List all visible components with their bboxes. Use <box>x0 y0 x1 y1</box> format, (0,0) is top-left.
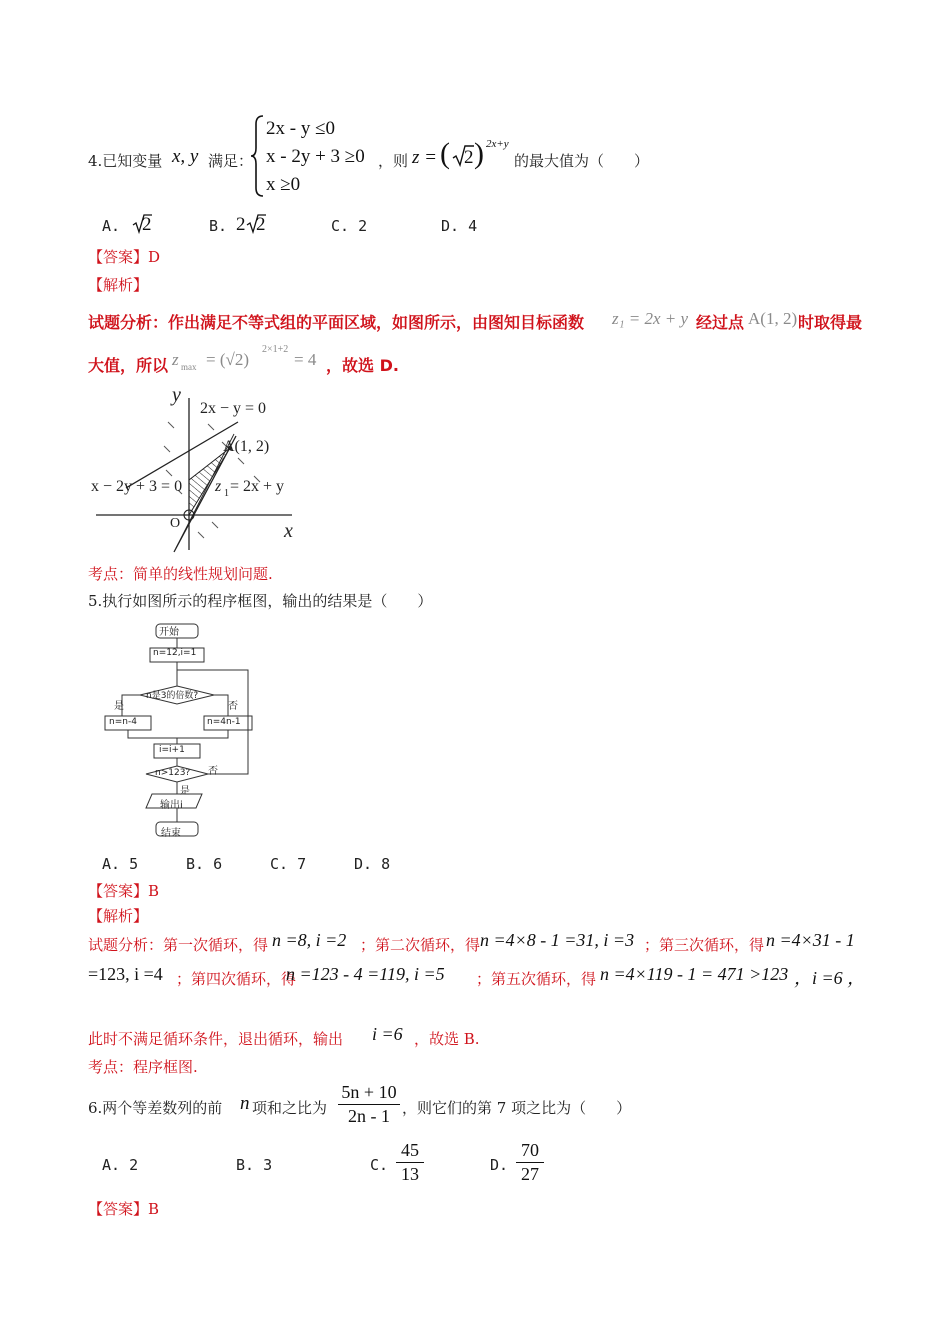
q4-paren-left: ( <box>440 137 450 170</box>
q5-analysis-m7: ，i =6 ， <box>794 968 866 988</box>
q4-analysis-line1: 试题分析：作出满足不等式组的平面区域，如图所示，由图知目标函数 <box>88 313 585 332</box>
q5-option-a: A. 5 <box>102 855 139 873</box>
q6-option-a: A. 2 <box>102 1156 139 1174</box>
q6-option-d-denominator: 27 <box>521 1164 539 1184</box>
q4-graph-line3-suffix: = 2x + y <box>230 478 285 495</box>
q6-stem-prefix: 6.两个等差数列的前 <box>88 1099 223 1117</box>
q4-analysis-mid: 经过点 <box>696 313 745 332</box>
q4-graph-point-label: A(1, 2) <box>223 438 270 455</box>
q4-analysis-exp: 2×1+2 <box>262 344 289 355</box>
q4-option-b-label: B. <box>209 217 228 235</box>
q5-analysis-m1: n =8, i =2 <box>272 930 347 950</box>
flow-end-label: 结束 <box>161 828 181 839</box>
q4-analysis-z1: z₁ = 2x + y <box>612 309 689 328</box>
q5-analysis-m2: n =4×8 - 1 =31, i =3 <box>480 930 635 950</box>
q4-paren-right: ) <box>474 137 484 170</box>
q5-analysis-m6: n =4×119 - 1 = 471 >123 <box>600 964 789 984</box>
q5-analysis-line2a: ；第四次循环，得 <box>176 970 297 988</box>
q6-option-d-fraction <box>516 1140 544 1185</box>
q5-analysis-line3b: ，故选 B. <box>414 1030 480 1048</box>
flow-inc-label: i=i+1 <box>159 745 185 755</box>
q5-analysis-m4: =123, i =4 <box>88 964 163 984</box>
q6-option-d-numerator: 70 <box>516 1140 544 1163</box>
q6-stem-suffix: ，则它们的第 7 项之比为（ ） <box>402 1099 632 1117</box>
flow-init-label: n=12,i=1 <box>153 648 197 658</box>
q6-option-c-denominator: 13 <box>401 1164 419 1184</box>
flow-no2-label: 否 <box>208 766 218 777</box>
q4-then: ，则 <box>378 152 409 170</box>
flow-yes2-label: 是 <box>180 786 190 797</box>
q4-graph-x-label: x <box>284 520 293 542</box>
q4-graph-line1-label: 2x − y = 0 <box>200 400 267 417</box>
flow-left-label: n=n-4 <box>109 717 137 727</box>
q6-stem-mid: 项和之比为 <box>252 1099 328 1117</box>
flow-cond1-label: n是3的倍数? <box>146 691 199 701</box>
q4-option-a-value: 2 <box>142 214 152 235</box>
q5-analysis-m5: n =123 - 4 =119, i =5 <box>286 964 445 984</box>
q6-option-b: B. 3 <box>236 1156 273 1174</box>
flow-start-label: 开始 <box>159 627 179 638</box>
q5-analysis-title: 【解析】 <box>88 907 149 925</box>
q4-graph-origin: O <box>170 516 181 531</box>
q5-analysis-line3a: 此时不满足循环条件，退出循环，输出 <box>88 1030 344 1048</box>
q4-analysis-eq: = (√2) <box>206 350 249 369</box>
q4-graph-line2-label: x − 2y + 3 = 0 <box>91 478 183 495</box>
q4-analysis-title: 【解析】 <box>88 276 149 294</box>
q4-exponent: 2x+y <box>486 138 509 150</box>
q4-analysis-zmax: z <box>172 350 179 369</box>
q4-analysis-eq2: = 4 <box>294 350 317 369</box>
q4-option-a-label: A. <box>102 217 121 235</box>
q6-n: n <box>240 1093 250 1114</box>
q4-stem-suffix: 的最大值为（ ） <box>514 152 650 170</box>
q4-graph-y-label: y <box>172 384 181 406</box>
q4-sqrt-value: 2 <box>464 147 474 168</box>
flow-right-label: n=4n-1 <box>207 717 241 727</box>
q4-inequality-3: x ≥0 <box>266 174 301 195</box>
q5-option-b: B. 6 <box>186 855 223 873</box>
flow-yes1-label: 是 <box>114 701 124 712</box>
q4-inequality-1: 2x - y ≤0 <box>266 118 336 139</box>
q4-analysis-zmax-sub: max <box>181 362 197 372</box>
q4-z-expr: z = <box>412 147 437 168</box>
q5-analysis-m8: i =6 <box>372 1024 403 1044</box>
q4-option-b-value: 2 <box>256 214 266 235</box>
q5-analysis-line1b: ；第二次循环，得 <box>360 936 481 954</box>
flow-no1-label: 否 <box>228 701 238 712</box>
q6-fraction-denominator: 2n - 1 <box>348 1106 390 1126</box>
q4-kaodian: 考点：简单的线性规划问题. <box>88 565 273 583</box>
q5-analysis-line2b: ；第五次循环，得 <box>476 970 597 988</box>
q4-graph-line3-sub: 1 <box>224 488 229 499</box>
q4-option-c: C. 2 <box>331 217 368 235</box>
q6-fraction-numerator: 5n + 10 <box>338 1082 400 1105</box>
q4-system-brace <box>250 114 266 198</box>
q4-analysis-point: A(1, 2) <box>748 309 798 328</box>
q6-option-c-label: C. <box>370 1156 389 1174</box>
q5-analysis-line1a: 试题分析：第一次循环，得 <box>88 936 269 954</box>
q4-analysis-end: 时取得最 <box>798 313 863 332</box>
q4-graph-line3-prefix: z <box>215 478 222 495</box>
flow-cond2-label: n>123? <box>155 768 191 778</box>
q4-vars: x, y <box>172 146 199 167</box>
q4-stem-mid: 满足： <box>208 152 254 170</box>
q6-option-c-fraction <box>396 1140 424 1185</box>
q4-option-b-coef: 2 <box>236 214 246 235</box>
q4-stem-prefix: 4.已知变量 <box>88 152 163 170</box>
q5-answer: 【答案】B <box>88 882 160 900</box>
q5-option-c: C. 7 <box>270 855 307 873</box>
q4-option-d: D. 4 <box>441 217 478 235</box>
q4-answer: 【答案】D <box>88 248 161 266</box>
q5-analysis-m3: n =4×31 - 1 <box>766 930 855 950</box>
q6-ratio-fraction <box>338 1082 400 1127</box>
q5-option-d: D. 8 <box>354 855 391 873</box>
q6-answer: 【答案】B <box>88 1200 160 1218</box>
q5-stem: 5.执行如图所示的程序框图，输出的结果是（ ） <box>88 592 433 610</box>
q6-option-c-numerator: 45 <box>396 1140 424 1163</box>
q4-analysis-line2a: 大值，所以 <box>88 356 169 375</box>
q4-inequality-2: x - 2y + 3 ≥0 <box>266 146 365 167</box>
q4-analysis-line2b: ，故选 D. <box>326 356 399 375</box>
q5-kaodian: 考点：程序框图. <box>88 1058 198 1076</box>
q5-analysis-line1c: ；第三次循环，得 <box>644 936 765 954</box>
flow-output-label: 输出i <box>160 800 183 811</box>
q6-option-d-label: D. <box>490 1156 509 1174</box>
